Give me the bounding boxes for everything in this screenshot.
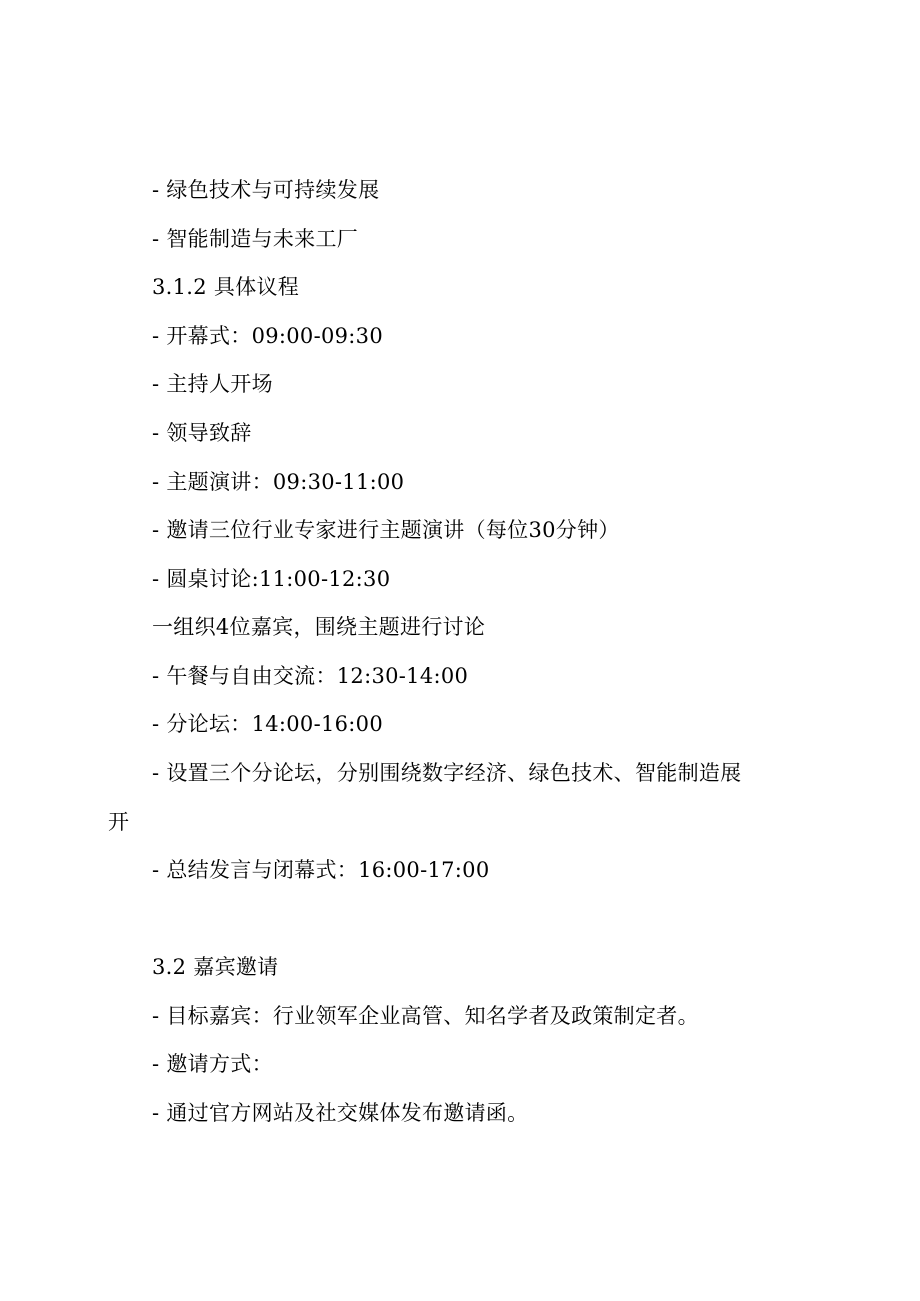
agenda-item-closing: - 总结发言与闭幕式：16:00-17:00 xyxy=(152,858,490,882)
agenda-subitem-leader-speech: - 领导致辞 xyxy=(152,421,252,445)
agenda-item-subforum: - 分论坛：14:00-16:00 xyxy=(152,712,384,736)
list-item-green-tech: - 绿色技术与可持续发展 xyxy=(152,178,380,202)
list-item-smart-manufacturing: - 智能制造与未来工厂 xyxy=(152,227,359,251)
agenda-subitem-subforum-wrap: 开 xyxy=(108,810,130,834)
agenda-subitem-subforum-setup: - 设置三个分论坛，分别围绕数字经济、绿色技术、智能制造展 xyxy=(152,761,742,785)
agenda-item-lunch: - 午餐与自由交流：12:30-14:00 xyxy=(152,664,469,688)
agenda-item-opening: - 开幕式：09:00-09:30 xyxy=(152,324,384,348)
agenda-item-roundtable: - 圆桌讨论:11:00-12:30 xyxy=(152,567,391,591)
agenda-subitem-host: - 主持人开场 xyxy=(152,372,273,396)
agenda-subitem-guests: 一组织4位嘉宾，围绕主题进行讨论 xyxy=(152,615,486,639)
list-item-target-guests: - 目标嘉宾：行业领军企业高管、知名学者及政策制定者。 xyxy=(152,1004,699,1028)
section-heading-3-1-2: 3.1.2 具体议程 xyxy=(152,275,300,299)
agenda-item-keynote: - 主题演讲：09:30-11:00 xyxy=(152,470,405,494)
list-item-invite-method: - 邀请方式： xyxy=(152,1052,273,1076)
list-item-invite-channels: - 通过官方网站及社交媒体发布邀请函。 xyxy=(152,1101,529,1125)
agenda-subitem-experts: - 邀请三位行业专家进行主题演讲（每位30分钟） xyxy=(152,518,620,542)
section-heading-3-2: 3.2 嘉宾邀请 xyxy=(152,955,279,979)
